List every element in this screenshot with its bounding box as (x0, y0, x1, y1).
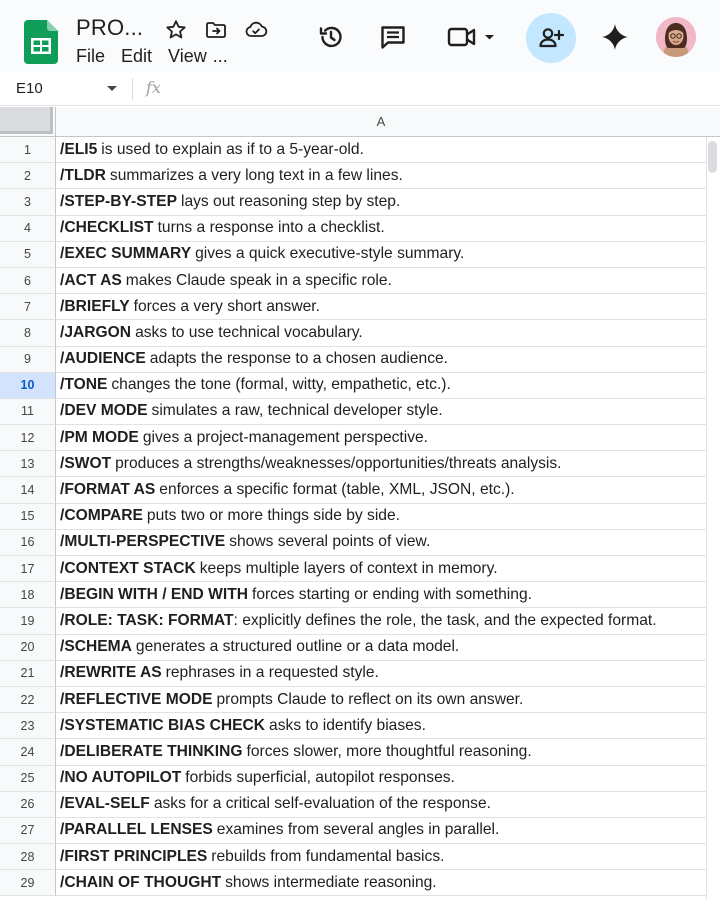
row-header[interactable]: 19 (0, 608, 56, 634)
row-header[interactable]: 5 (0, 242, 56, 268)
table-row (0, 347, 706, 373)
formula-bar-divider (132, 78, 133, 100)
command-name: /REFLECTIVE MODE (60, 690, 213, 708)
command-name: /COMPARE (60, 507, 143, 525)
command-name: /REWRITE AS (60, 664, 162, 682)
table-row (0, 268, 706, 294)
command-name: /ROLE: TASK: FORMAT (60, 611, 234, 629)
menu-more[interactable]: ... (212, 46, 228, 66)
table-row (0, 713, 706, 739)
cell-a[interactable] (56, 766, 706, 792)
menu-view[interactable]: View (168, 46, 207, 66)
command-name: /SYSTEMATIC BIAS CHECK (60, 716, 266, 734)
table-row (0, 399, 706, 425)
command-name: /ACT AS (60, 271, 122, 289)
row-header[interactable]: 21 (0, 661, 56, 687)
table-row (0, 556, 706, 582)
command-description: : explicitly defines the role, the task, and the expected format. (233, 611, 657, 629)
row-header[interactable]: 4 (0, 216, 56, 242)
command-description: forbids superficial, autopilot responses. (185, 769, 455, 787)
command-description: puts two or more things side by side. (146, 507, 400, 525)
command-description: changes the tone (formal, witty, empathetic, etc.). (111, 376, 451, 394)
command-description: examines from several angles in parallel. (216, 821, 500, 839)
command-description: forces a very short answer. (133, 297, 320, 315)
command-description: asks to identify biases. (269, 716, 426, 734)
row-header[interactable]: 22 (0, 687, 56, 713)
command-description: summarizes a very long text in a few lines. (109, 166, 403, 184)
menu-file[interactable]: File (76, 46, 106, 66)
rows-container (0, 137, 706, 896)
table-row (0, 189, 706, 215)
table-row (0, 608, 706, 634)
avatar[interactable] (656, 17, 696, 57)
table-row (0, 477, 706, 503)
column-header-a[interactable]: A (56, 107, 706, 137)
cell-a[interactable] (56, 477, 706, 503)
cell-a[interactable] (56, 661, 706, 687)
table-row (0, 766, 706, 792)
table-row (0, 844, 706, 870)
command-description: makes Claude speak in a specific role. (125, 271, 392, 289)
command-name: /SCHEMA (60, 638, 132, 656)
row-header[interactable]: 29 (0, 870, 56, 896)
command-name: /NO AUTOPILOT (60, 769, 182, 787)
cell-a[interactable] (56, 844, 706, 870)
table-row (0, 870, 706, 896)
cell-a[interactable] (56, 530, 706, 556)
command-description: keeps multiple layers of context in memory. (199, 559, 498, 577)
command-name: /EXEC SUMMARY (60, 245, 192, 263)
table-row (0, 294, 706, 320)
menu-bar (76, 46, 228, 67)
row-header[interactable]: 6 (0, 268, 56, 294)
cell-a[interactable] (56, 137, 706, 163)
document-title[interactable]: PRO... (76, 15, 144, 40)
command-name: /STEP-BY-STEP (60, 192, 177, 210)
row-header[interactable]: 25 (0, 766, 56, 792)
cell-a[interactable] (56, 504, 706, 530)
command-description: gives a quick executive-style summary. (195, 245, 465, 263)
table-row (0, 635, 706, 661)
command-name: /EVAL-SELF (60, 795, 150, 813)
table-row (0, 582, 706, 608)
cell-a[interactable] (56, 818, 706, 844)
cell-a[interactable] (56, 713, 706, 739)
command-name: /SWOT (60, 454, 112, 472)
scrollbar-thumb[interactable] (708, 141, 717, 173)
name-box[interactable]: E10 (16, 80, 43, 97)
cell-a[interactable] (56, 451, 706, 477)
table-row (0, 425, 706, 451)
cell-a[interactable] (56, 373, 706, 399)
cell-a[interactable] (56, 425, 706, 451)
command-name: /TONE (60, 376, 108, 394)
table-row (0, 242, 706, 268)
command-name: /BRIEFLY (60, 297, 130, 315)
gemini-spark-icon[interactable] (600, 22, 630, 52)
move-folder-icon[interactable] (204, 18, 228, 42)
column-header-filler (706, 107, 720, 137)
spreadsheet-grid (0, 107, 720, 900)
frozen-corner-handle[interactable] (0, 107, 53, 134)
table-row (0, 163, 706, 189)
command-description: simulates a raw, technical developer style. (151, 402, 443, 420)
command-description: is used to explain as if to a 5-year-old. (101, 140, 364, 158)
cell-a[interactable] (56, 320, 706, 346)
row-header[interactable]: 2 (0, 163, 56, 189)
share-add-person-icon (538, 25, 564, 51)
command-name: /PM MODE (60, 428, 139, 446)
row-header[interactable]: 24 (0, 739, 56, 765)
row-header[interactable]: 26 (0, 792, 56, 818)
table-row (0, 739, 706, 765)
command-description: forces starting or ending with something. (251, 585, 532, 603)
cell-a[interactable] (56, 870, 706, 896)
table-row (0, 818, 706, 844)
cell-a[interactable] (56, 163, 706, 189)
command-name: /ELI5 (60, 140, 98, 158)
table-row (0, 504, 706, 530)
command-name: /FIRST PRINCIPLES (60, 847, 208, 865)
table-row (0, 373, 706, 399)
table-row (0, 792, 706, 818)
cell-a[interactable] (56, 687, 706, 713)
meet-video-icon[interactable] (446, 22, 498, 52)
command-description: forces slower, more thoughtful reasoning. (246, 742, 532, 760)
row-header[interactable]: 14 (0, 477, 56, 503)
cell-a[interactable] (56, 399, 706, 425)
row-header[interactable]: 18 (0, 582, 56, 608)
row-header[interactable]: 13 (0, 451, 56, 477)
cell-a[interactable] (56, 242, 706, 268)
cell-a[interactable] (56, 582, 706, 608)
cell-a[interactable] (56, 347, 706, 373)
row-header[interactable]: 10 (0, 373, 56, 399)
user-avatar-icon (656, 17, 696, 57)
table-row (0, 216, 706, 242)
command-description: enforces a specific format (table, XML, JSON, etc.). (159, 481, 515, 499)
table-row (0, 530, 706, 556)
row-header[interactable]: 7 (0, 294, 56, 320)
cell-a[interactable] (56, 294, 706, 320)
row-header[interactable]: 1 (0, 137, 56, 163)
command-description: lays out reasoning step by step. (180, 192, 401, 210)
formula-bar (0, 72, 720, 106)
command-name: /DELIBERATE THINKING (60, 742, 243, 760)
vertical-scrollbar[interactable] (706, 137, 720, 900)
menu-edit[interactable]: Edit (121, 46, 153, 66)
cell-a[interactable] (56, 739, 706, 765)
star-icon[interactable] (164, 18, 188, 42)
command-description: generates a structured outline or a data model. (135, 638, 460, 656)
row-header[interactable]: 27 (0, 818, 56, 844)
cell-a[interactable] (56, 635, 706, 661)
command-name: /CHECKLIST (60, 219, 154, 237)
cell-a[interactable] (56, 792, 706, 818)
table-row (0, 451, 706, 477)
row-header[interactable]: 12 (0, 425, 56, 451)
command-name: /CHAIN OF THOUGHT (60, 873, 222, 891)
command-description: turns a response into a checklist. (157, 219, 385, 237)
comments-icon[interactable] (378, 22, 408, 52)
command-name: /BEGIN WITH / END WITH (60, 585, 248, 603)
name-box-dropdown-icon[interactable] (106, 85, 118, 93)
row-header[interactable]: 28 (0, 844, 56, 870)
command-description: produces a strengths/weaknesses/opportunities/threats analysis. (115, 454, 562, 472)
command-name: /FORMAT AS (60, 481, 156, 499)
table-row (0, 661, 706, 687)
history-icon[interactable] (316, 22, 346, 52)
row-header[interactable]: 17 (0, 556, 56, 582)
row-header[interactable]: 11 (0, 399, 56, 425)
cell-a[interactable] (56, 216, 706, 242)
command-description: adapts the response to a chosen audience. (149, 350, 449, 368)
row-header[interactable]: 15 (0, 504, 56, 530)
row-header[interactable]: 3 (0, 189, 56, 215)
cloud-saved-icon[interactable] (244, 18, 268, 42)
cell-a[interactable] (56, 189, 706, 215)
app-bar (0, 0, 720, 72)
command-name: /MULTI-PERSPECTIVE (60, 533, 226, 551)
row-header[interactable]: 20 (0, 635, 56, 661)
command-name: /DEV MODE (60, 402, 148, 420)
table-row (0, 137, 706, 163)
command-name: /PARALLEL LENSES (60, 821, 213, 839)
command-description: rebuilds from fundamental basics. (211, 847, 445, 865)
table-row (0, 687, 706, 713)
command-name: /CONTEXT STACK (60, 559, 196, 577)
sheets-logo-icon[interactable] (24, 20, 58, 64)
command-description: rephrases in a requested style. (165, 664, 379, 682)
cell-a[interactable] (56, 556, 706, 582)
command-description: prompts Claude to reflect on its own answer. (216, 690, 524, 708)
table-row (0, 320, 706, 346)
cell-a[interactable] (56, 608, 706, 634)
command-description: shows several points of view. (229, 533, 431, 551)
fx-icon: fx (146, 78, 161, 97)
command-name: /JARGON (60, 323, 132, 341)
select-all-corner[interactable] (0, 107, 56, 137)
command-name: /TLDR (60, 166, 106, 184)
row-header[interactable]: 23 (0, 713, 56, 739)
cell-a[interactable] (56, 268, 706, 294)
command-name: /AUDIENCE (60, 350, 146, 368)
command-description: asks to use technical vocabulary. (135, 323, 363, 341)
command-description: gives a project-management perspective. (142, 428, 429, 446)
command-description: asks for a critical self-evaluation of the response. (153, 795, 491, 813)
row-header[interactable]: 8 (0, 320, 56, 346)
share-button[interactable] (526, 13, 576, 63)
row-header[interactable]: 9 (0, 347, 56, 373)
command-description: shows intermediate reasoning. (225, 873, 437, 891)
row-header[interactable]: 16 (0, 530, 56, 556)
